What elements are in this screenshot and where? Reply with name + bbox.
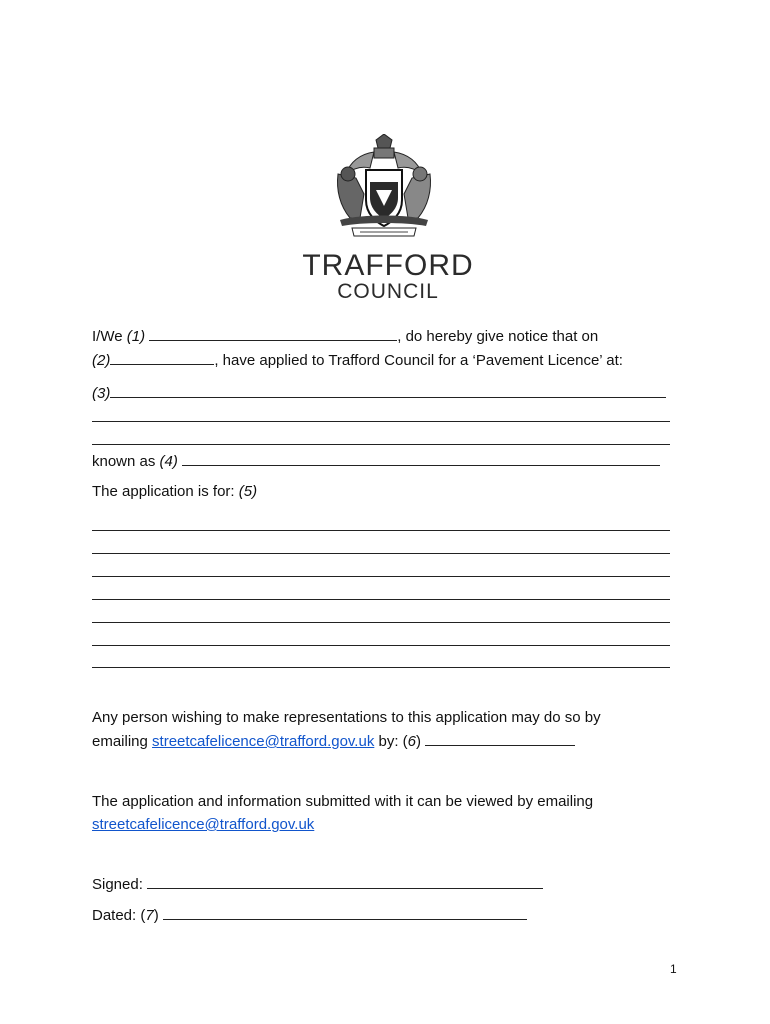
blank-deadline-field[interactable]	[425, 731, 575, 746]
page-number: 1	[670, 962, 677, 976]
viewing-email-link[interactable]: streetcafelicence@trafford.gov.uk	[92, 816, 315, 833]
blank-application-field-5[interactable]	[92, 622, 670, 623]
blank-name-field[interactable]	[149, 326, 397, 341]
logo-text-trafford: TRAFFORD	[302, 249, 474, 282]
blank-address-field-2[interactable]	[92, 421, 670, 422]
blank-application-field-3[interactable]	[92, 576, 670, 577]
logo-text-council: COUNCIL	[337, 280, 439, 303]
blank-address-field-3[interactable]	[92, 444, 670, 445]
dated-line	[92, 905, 527, 926]
blank-signature-field[interactable]	[147, 874, 543, 889]
notice-intro-text: I/We	[92, 328, 127, 345]
viewing-line-1: The application and information submitted with it can be viewed by emailing	[92, 793, 594, 810]
representations-ref-close: )	[416, 733, 426, 750]
address-line-1	[92, 383, 666, 404]
blank-date-field[interactable]	[110, 350, 214, 365]
viewing-line-2	[92, 815, 314, 835]
representations-line-2	[92, 731, 575, 752]
field-ref-7: 7	[145, 907, 154, 924]
blank-known-as-field[interactable]	[182, 451, 660, 466]
blank-application-field-2[interactable]	[92, 553, 670, 554]
blank-application-field-1[interactable]	[92, 530, 670, 531]
representations-email-link[interactable]: streetcafelicence@trafford.gov.uk	[152, 733, 375, 750]
known-as-line	[92, 451, 660, 472]
application-line	[92, 482, 257, 502]
field-ref-6: 6	[407, 733, 417, 750]
blank-address-field-1[interactable]	[110, 383, 666, 398]
blank-application-field-4[interactable]	[92, 599, 670, 600]
known-as-label: known as	[92, 453, 160, 470]
representations-by-label: by: (	[374, 733, 408, 750]
application-label: The application is for:	[92, 483, 239, 500]
notice-line2-text: , have applied to Trafford Council for a ‘Pavement Licence’ at:	[214, 352, 623, 369]
field-ref-3: (3)	[92, 385, 111, 402]
field-ref-4: (4)	[159, 453, 178, 470]
blank-application-field-6[interactable]	[92, 645, 670, 646]
notice-line-1	[92, 326, 598, 347]
dated-label: Dated: (	[92, 907, 146, 924]
blank-application-field-7[interactable]	[92, 667, 670, 668]
representations-line-1: Any person wishing to make representations to this application may do so by	[92, 709, 601, 726]
blank-date-signed-field[interactable]	[163, 905, 527, 920]
notice-line-2	[92, 350, 623, 371]
field-ref-1: (1)	[126, 328, 146, 345]
signed-label: Signed:	[92, 876, 148, 893]
notice-intro-continuation: , do hereby give notice that on	[397, 328, 599, 345]
representations-emailing-label: emailing	[92, 733, 153, 750]
field-ref-2: (2)	[92, 352, 111, 369]
dated-ref-close: )	[153, 907, 163, 924]
coat-of-arms-logo	[330, 134, 438, 240]
field-ref-5: (5)	[238, 483, 258, 500]
signed-line	[92, 874, 543, 895]
